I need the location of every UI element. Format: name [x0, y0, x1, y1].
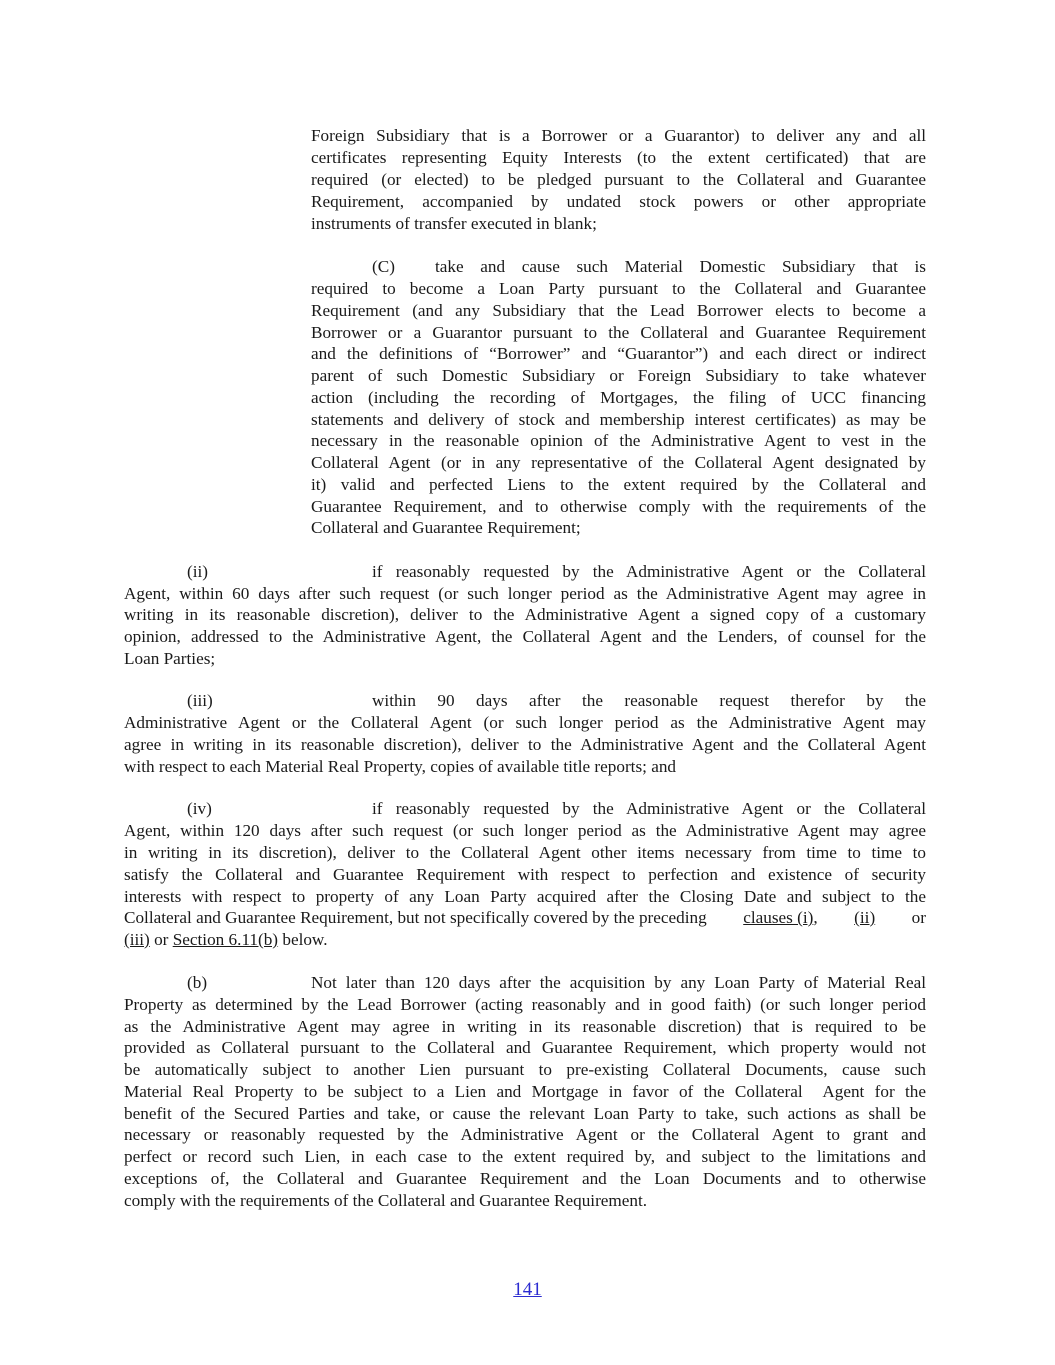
text-line: interests with respect to property of any Loan Party acquired after the Closing Date and subject to the	[124, 887, 926, 906]
text-line: as the Administrative Agent may agree in writing in its reasonable discretion) that is required to be	[124, 1017, 926, 1036]
text-line: required to become a Loan Party pursuant to the Collateral and Guarantee	[311, 279, 926, 298]
text-line: with respect to each Material Real Property, copies of available title reports; and	[124, 757, 677, 776]
text-line: necessary in the reasonable opinion of the Administrative Agent to vest in the	[311, 431, 926, 450]
text-line	[124, 929, 926, 951]
text-line: take and cause such Material Domestic Subsidiary that is	[435, 257, 926, 276]
text-line: Borrower or a Guarantor pursuant to the Collateral and Guarantee Requirement	[311, 323, 926, 342]
text-line: required (or elected) to be pledged pursuant to the Collateral and Guarantee	[311, 170, 926, 189]
section-6-11-b-reference: Section 6.11(b)	[172, 930, 279, 949]
text-line: opinion, addressed to the Administrative Agent, the Collateral Agent and the Lenders, of counsel for the	[124, 627, 926, 646]
text-line: Foreign Subsidiary that is a Borrower or a Guarantor) to deliver any and all	[311, 126, 926, 145]
text-line: instruments of transfer executed in blank;	[311, 214, 597, 233]
clause-iii-reference: (iii)	[124, 930, 150, 949]
text-line: Not later than 120 days after the acquisition by any Loan Party of Material Real	[311, 973, 926, 992]
text-line: Agent, within 120 days after such request (or such longer period as the Administrative Agent may agree	[124, 821, 926, 840]
clause-label: (iv)	[187, 799, 212, 818]
text-line: within 90 days after the reasonable request therefor by the	[372, 691, 926, 710]
text-fragment: or	[149, 930, 173, 949]
text-line: in writing in its discretion), deliver to the Collateral Agent other items necessary from time to time to	[124, 843, 926, 862]
text-line: Material Real Property to be subject to a Lien and Mortgage in favor of the Collateral Agent for the	[124, 1082, 926, 1101]
text-line: and the definitions of “Borrower” and “Guarantor”) and each direct or indirect	[311, 344, 926, 363]
text-line: action (including the recording of Mortgages, the filing of UCC financing	[311, 388, 926, 407]
text-line: satisfy the Collateral and Guarantee Requirement with respect to perfection and existence of security	[124, 865, 926, 884]
clause-label: (b)	[187, 973, 208, 992]
clause-label: (C)	[372, 257, 395, 276]
text-line: Property as determined by the Lead Borrower (acting reasonably and in good faith) (or such longer period	[124, 995, 926, 1014]
text-fragment: or	[911, 908, 926, 927]
clause-ii-reference: (ii)	[854, 908, 876, 927]
text-line: necessary or reasonably requested by the Administrative Agent or the Collateral Agent to grant and	[124, 1125, 926, 1144]
text-line: writing in its reasonable discretion), deliver to the Administrative Agent a signed copy of a customary	[124, 605, 926, 624]
comma: ,	[813, 908, 818, 927]
text-line: statements and delivery of stock and membership interest certificates) as may be	[311, 410, 926, 429]
text-line: if reasonably requested by the Administrative Agent or the Collateral	[372, 562, 926, 581]
text-line: Loan Parties;	[124, 649, 216, 668]
text-line: benefit of the Secured Parties and take, or cause the relevant Loan Party to take, such actions as shall be	[124, 1104, 926, 1123]
text-fragment: below.	[278, 930, 328, 949]
clause-i-reference: clauses (i)	[743, 908, 814, 927]
text-fragment: Collateral and Guarantee Requirement, but not specifically covered by the preceding	[124, 908, 707, 927]
text-line: comply with the requirements of the Collateral and Guarantee Requirement.	[124, 1191, 648, 1210]
text-line: parent of such Domestic Subsidiary or Foreign Subsidiary to take whatever	[311, 366, 926, 385]
text-line: agree in writing in its reasonable discretion), deliver to the Administrative Agent and the Collateral Agent	[124, 735, 926, 754]
page-number-link[interactable]: 141	[513, 1279, 542, 1300]
text-line: Agent, within 60 days after such request (or such longer period as the Administrative Agent may agree in	[124, 584, 926, 603]
text-line: Requirement, accompanied by undated stock powers or other appropriate	[311, 192, 926, 211]
page-number-footer	[0, 1279, 1055, 1301]
text-line: Guarantee Requirement, and to otherwise comply with the requirements of the	[311, 497, 926, 516]
text-line: Requirement (and any Subsidiary that the Lead Borrower elects to become a	[311, 301, 926, 320]
text-line: it) valid and perfected Liens to the extent required by the Collateral and	[311, 475, 926, 494]
text-line: provided as Collateral pursuant to the Collateral and Guarantee Requirement, which property would not	[124, 1038, 926, 1057]
text-line-with-references	[124, 907, 926, 929]
clause-label: (ii)	[187, 562, 208, 581]
clause-label: (iii)	[187, 691, 213, 710]
text-line: Collateral and Guarantee Requirement;	[311, 518, 581, 537]
text-line: be automatically subject to another Lien pursuant to pre-existing Collateral Documents, cause such	[124, 1060, 926, 1079]
text-line: if reasonably requested by the Administrative Agent or the Collateral	[372, 799, 926, 818]
text-line: Collateral Agent (or in any representative of the Collateral Agent designated by	[311, 453, 926, 472]
text-line: certificates representing Equity Interests (to the extent certificated) that are	[311, 148, 926, 167]
text-line: exceptions of, the Collateral and Guarantee Requirement and the Loan Documents and to otherwise	[124, 1169, 926, 1188]
text-line: Administrative Agent or the Collateral Agent (or such longer period as the Administrative Agent may	[124, 713, 926, 732]
text-line: perfect or record such Lien, in each case to the extent required by, and subject to the limitations and	[124, 1147, 926, 1166]
